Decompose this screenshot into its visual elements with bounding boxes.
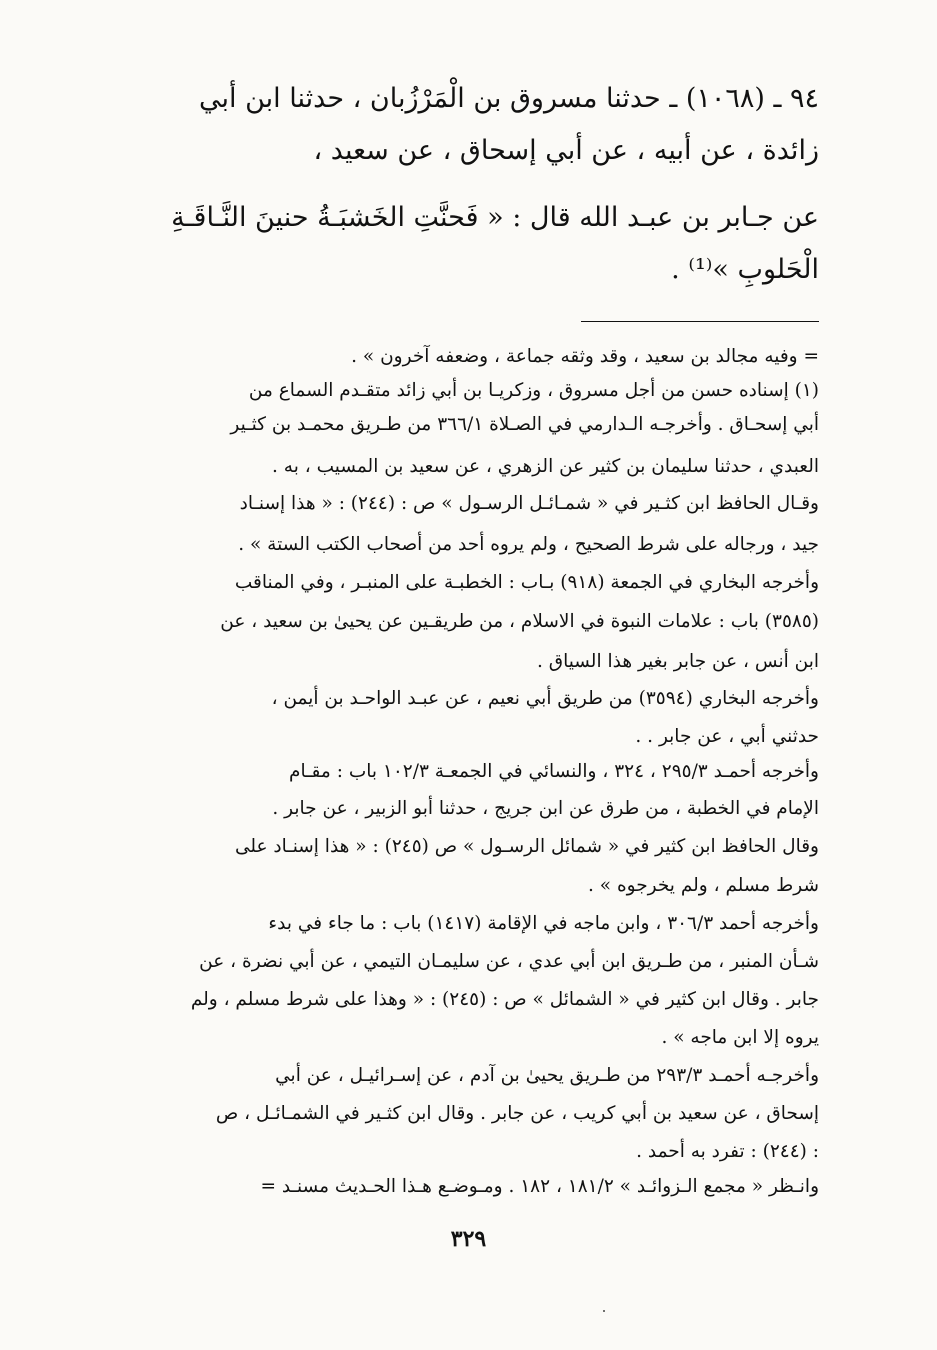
footnote-line: جيد ، ورجاله على شرط الصحيح ، ولم يروه أحد من أصحاب الكتب الستة » . — [238, 534, 819, 555]
footnote-line: وانـظر « مجمع الـزوائـد » ١٨١/٢ ، ١٨٢ . ومـوضـع هـذا الحـديث مسنـد = — [260, 1176, 819, 1197]
hadith-line-1: ٩٤ ـ (١٠٦٨) ـ حدثنا مسروق بن الْمَرْزُبان ، حدثنا ابن أبي — [199, 83, 819, 114]
footnote-line: (١) إسناده حسن من أجل مسروق ، وزكريـا بن أبي زائد متقـدم السماع من — [248, 380, 819, 401]
footnote-line: جابر . وقال ابن كثير في « الشمائل » ص : (٢٤٥) : « وهذا على شرط مسلم ، ولم — [190, 989, 819, 1010]
footnote-line: يروه إلا ابن ماجه » . — [661, 1027, 819, 1048]
footnote-line: (٣٥٨٥) باب : علامات النبوة في الاسلام ، من طريقـين عن يحيىٰ بن سعيد ، عن — [220, 611, 819, 632]
footnote-line: وقـال الحافظ ابن كثـير في « شمـائـل الرسـول » ص : (٢٤٤) : « هذا إسنـاد — [239, 493, 819, 514]
footnote-line: وقال الحافظ ابن كثير في « شمائل الرسـول » ص (٢٤٥) : « هذا إسنـاد على — [234, 836, 819, 857]
footnote-line: العبدي ، حدثنا سليمان بن كثير عن الزهري ، عن سعيد بن المسيب ، به . — [272, 456, 819, 477]
footnote-line: شرط مسلم ، ولم يخرجوه » . — [588, 875, 819, 896]
hadith-line-4: الْحَلوبِ »⁽¹⁾ . — [671, 254, 819, 285]
page-number: ٣٢٩ — [450, 1226, 487, 1252]
footnote-line: أبي إسحـاق . وأخرجـه الـدارمي في الصـلاة ٣٦٦/١ من طـريق محمـد بن كثـير — [230, 414, 819, 435]
footnote-line: الإمام في الخطبة ، من طرق عن ابن جريج ، حدثنا أبو الزبير ، عن جابر . — [272, 798, 819, 819]
hadith-line-2: زائدة ، عن أبيه ، عن أبي إسحاق ، عن سعيد ، — [313, 135, 819, 166]
footnote-separator — [581, 321, 819, 322]
footnote-line: : (٢٤٤) : تفرد به أحمد . — [636, 1141, 819, 1162]
footnote-line: وأخرجه أحمد ٣٠٦/٣ ، وابن ماجه في الإقامة (١٤١٧) باب : ما جاء في بدء — [268, 913, 819, 934]
footnote-line: ابن أنس ، عن جابر بغير هذا السياق . — [536, 651, 819, 672]
footnote-line: = وفيه مجالد بن سعيد ، وقد وثقه جماعة ، وضعفه آخرون » . — [351, 346, 819, 367]
footnote-line: حدثني أبي ، عن جابر . . — [635, 726, 819, 747]
footnote-line: إسحاق ، عن سعيد بن أبي كريب ، عن جابر . وقال ابن كثـير في الشمـائـل ، ص — [215, 1103, 819, 1124]
footnote-line: وأخرجه البخاري في الجمعة (٩١٨) بـاب : الخطبـة على المنبـر ، وفي المناقب — [234, 572, 819, 593]
footnote-line: شـأن المنبر ، من طـريق ابن أبي عدي ، عن سليمـان التيمي ، عن أبي نضرة ، عن — [199, 951, 819, 972]
footnote-line: وأخرجه البخاري (٣٥٩٤) من طريق أبي نعيم ، عن عبـد الواحـد بن أيمن ، — [271, 688, 819, 709]
hadith-line-3: عن جـابر بن عبـد الله قال : « فَحنَّتِ الخَشبَـةُ حنينَ النَّـاقَـةِ — [171, 202, 819, 233]
scan-speck — [603, 1310, 605, 1312]
footnote-line: وأخرجه أحمـد ٢٩٥/٣ ، ٣٢٤ ، والنسائي في الجمعـة ١٠٢/٣ باب : مقـام — [289, 761, 819, 782]
footnote-line: وأخرجـه أحمـد ٢٩٣/٣ من طـريق يحيىٰ بن آدم ، عن إسـرائيـل ، عن أبي — [275, 1065, 819, 1086]
